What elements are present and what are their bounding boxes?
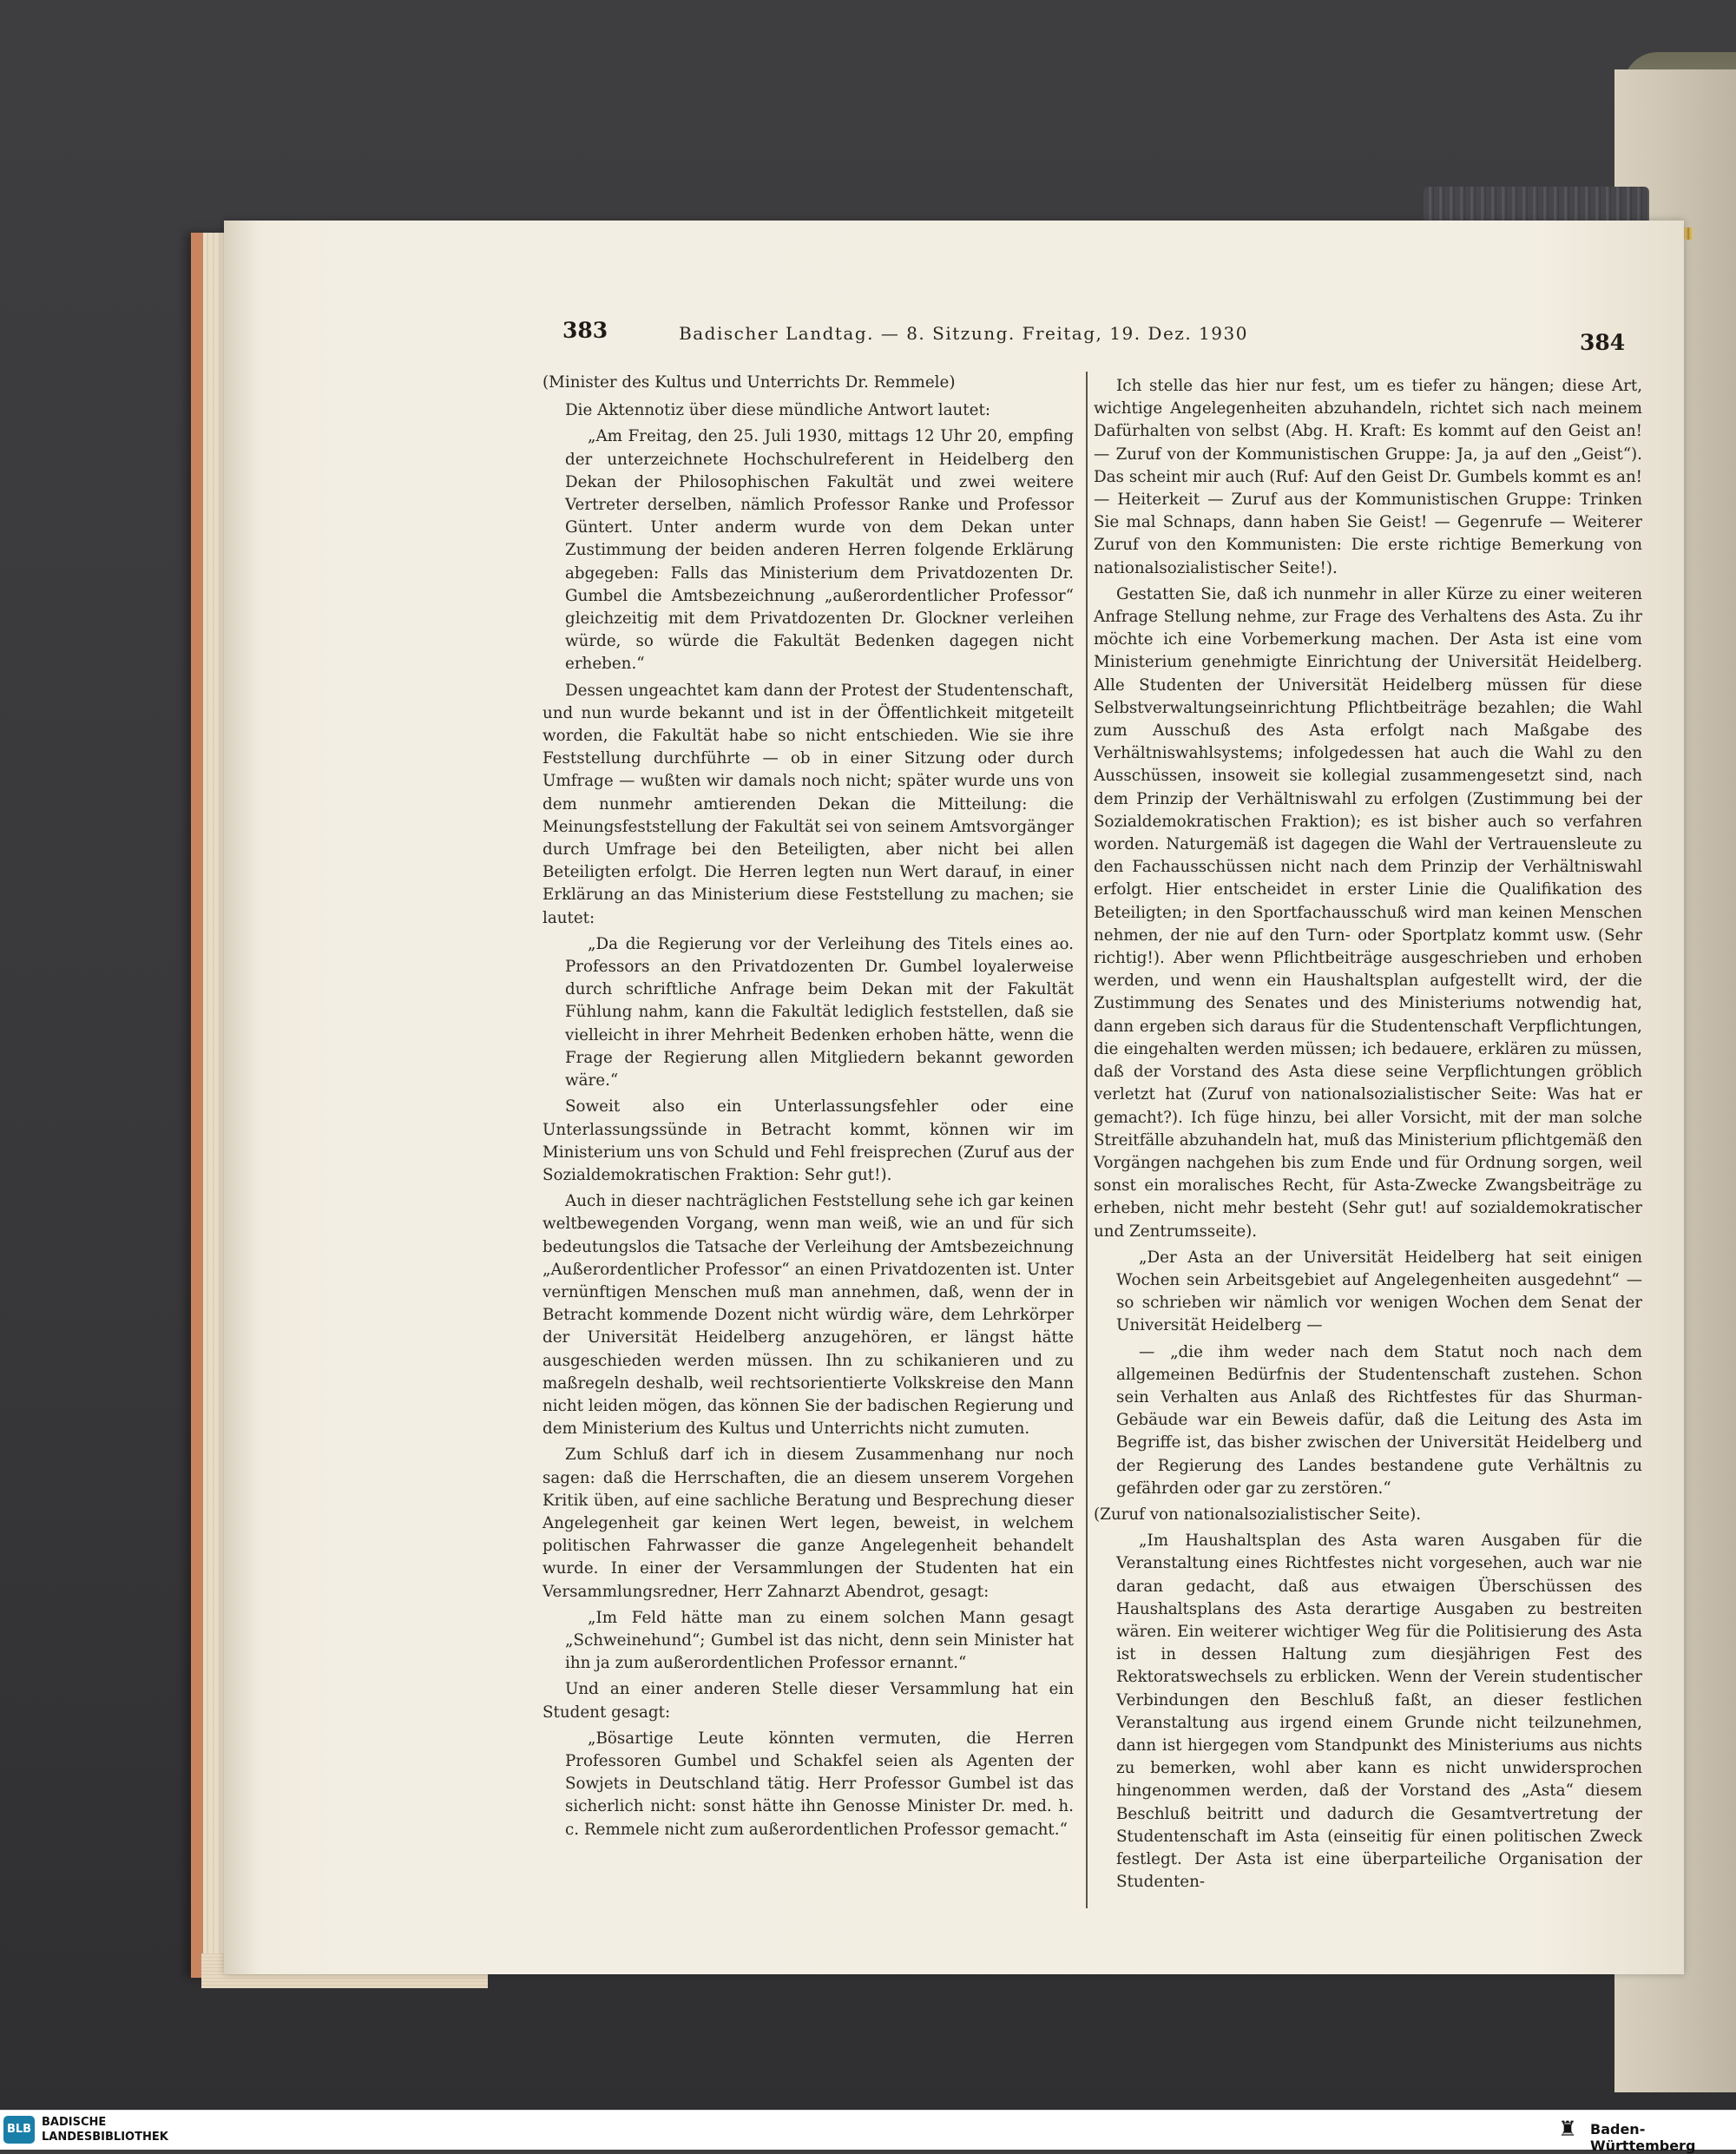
interjection: (Zuruf von nationalsozialistischer Seite). bbox=[1094, 1505, 1422, 1524]
column-divider bbox=[1086, 372, 1088, 1908]
paragraph: Gestatten Sie, daß ich nunmehr in aller Kürze zu einer weiteren Anfrage Stellung nehme, zur Frage des Verhaltens des Asta. Zu ihr möchte ich eine Vorbemerkung machen. Der Asta ist eine vom Ministerium genehmigte Einrichtung der Universität Heidelberg. Alle Studenten der Universität Heidelberg müssen für diese Selbstverwaltungseinrichtung Pflichtbeiträge bezahlen; die Wahl zum Ausschuß des Asta erfolgt nach Maßgabe des Verhältniswahlsystems; infolgedessen hat auch die Wahl zu den Ausschüssen, insoweit sie kollegial zusammengesetzt sind, nach dem Prinzip der Verhältniswahl zu erfolgen (Zustimmung bei der Sozialdemokratischen Fraktion); es ist bisher auch so verfahren worden. Naturgemäß ist dagegen die Wahl der Vertrauensleute zu den Fachausschüssen nicht nach dem Prinzip der Verhältniswahl erfolgt. Hier entscheidet in erster Linie die Qualifikation des Beteiligten; in den Sportfachausschuß wird man keinen Menschen nehmen, der nie auf den Turn- oder Sportplatz kommt usw. (Sehr richtig!). Aber wenn Pflichtbeiträge ausgeschrieben und erhoben werden, und wenn ein Haushaltsplan aufgestellt wird, der die Zustimmung des Senates und des Ministeriums notwendig hat, dann ergeben sich daraus für die Studentenschaft Verpflichtungen, die eingehalten werden müssen; ich bedauere, erklären zu müssen, daß der Vorstand des Asta diese seine Verpflichtungen gröblich verletzt hat (Zuruf von nationalsozialistischer Seite: Was hat er gemacht?). Ich füge hinzu, bei aller Vorsicht, mit der man solche Streitfälle abzuhandeln hat, muß das Ministerium pflichtgemäß den Vorgängen nachgehen bis zum Ende und für Ordnung sorgen, weil sonst ein moralisches Recht, für Asta-Zwecke Zwangsbeiträge zu erheben, nicht mehr besteht (Sehr gut! auf sozialdemokratischer und Zentrumsseite). bbox=[1094, 584, 1642, 1241]
library-name-line1: BADISCHE bbox=[42, 2116, 107, 2129]
speaker-line: (Minister des Kultus und Unterrichts Dr. Remmele) bbox=[542, 373, 956, 392]
paragraph: Ich stelle das hier nur fest, um es tiefer zu hängen; diese Art, wichtige Angelegenheiten abzuhandeln, richtet sich nach meinem Dafürhalten von selbst (Abg. H. Kraft: Es kommt auf den Geist an! — Zuruf von der Kommunistischen Gruppe: Ja, ja auf den „Geist“). Das scheint mir auch (Ruf: Auf den Geist Dr. Gumbels kommt es an! — Heiterkeit — Zuruf aus der Kommunistischen Gruppe: Trinken Sie mal Schnaps, dann haben Sie Geist! — Gegenrufe — Weiterer Zuruf von den Kommunisten: Die erste richtige Bemerkung von nationalsozialistischer Seite!). bbox=[1094, 377, 1642, 577]
quotation: „Der Asta an der Universität Heidelberg hat seit einigen Wochen sein Arbeitsgebiet auf Angelegenheiten ausgedehnt“ — so schrieben wir nämlich vor wenigen Wochen dem Senat der Universität Heidelberg — bbox=[1116, 1248, 1642, 1335]
page-gutter-shadow bbox=[224, 221, 259, 1974]
quotation: „Bösartige Leute könnten vermuten, die Herren Professoren Gumbel und Schakfel seien als Agenten der Sowjets in Deutschland tätig. Herr Professor Gumbel ist das sicherlich nicht: sonst hätte ihn Genosse Minister Dr. med. h. c. Remmele nicht zum außerordentlichen Professor gemacht.“ bbox=[565, 1729, 1074, 1839]
quotation: „Im Feld hätte man zu einem solchen Mann gesagt „Schweinehund“; Gumbel ist das nicht, denn sein Minister hat ihn ja zum außerordentlichen Professor ernannt.“ bbox=[565, 1608, 1074, 1673]
quotation: „Am Freitag, den 25. Juli 1930, mittags 12 Uhr 20, empfing der unterzeichnete Hochschulreferent in Heidelberg den Dekan der Philosophischen Fakultät und zwei weitere Vertreter derselben, nämlich Professor Ranke und Professor Güntert. Unter anderm wurde von dem Dekan unter Zustimmung der beiden anderen Herren folgende Erklärung abgegeben: Falls das Ministerium dem Privatdozenten Dr. Gumbel die Amtsbezeichnung „außerordentlicher Professor“ gleichzeitig mit dem Privatdozenten Dr. Glockner verleihen würde, so würde die Fakultät Bedenken dagegen nicht erheben.“ bbox=[565, 427, 1074, 674]
paragraph: Und an einer anderen Stelle dieser Versammlung hat ein Student gesagt: bbox=[542, 1680, 1074, 1722]
footer-bar bbox=[0, 2110, 1736, 2150]
page-number-left: 383 bbox=[562, 318, 608, 343]
paragraph: Die Aktennotiz über diese mündliche Antwort lautet: bbox=[565, 401, 990, 420]
quotation: „Da die Regierung vor der Verleihung des Titels eines ao. Professors an den Privatdozenten Dr. Gumbel loyalerweise durch schriftliche Anfrage beim Dekan mit der Fakultät Fühlung nahm, kann die Fakultät lediglich feststellen, daß sie vielleicht in ihrer Mehrheit Bedenken erhoben hätte, wenn die Frage der Regierung allen Mitgliedern bekannt geworden wäre.“ bbox=[565, 934, 1074, 1090]
library-name[interactable] bbox=[42, 2115, 168, 2144]
page-number-right: 384 bbox=[1580, 330, 1626, 355]
library-name-line2: LANDESBIBLIOTHEK bbox=[42, 2131, 168, 2144]
paragraph: Auch in dieser nachträglichen Feststellung sehe ich gar keinen weltbewegenden Vorgang, wenn man weiß, wie an und für sich bedeutungslos die Tatsache der Verleihung der Amtsbezeichnung „Außerordentlicher Professor“ an einen Privatdozenten ist. Unter vernünftigen Menschen muß man annehmen, daß, wenn der in Betracht kommende Dozent nicht würdig wäre, dem Lehrkörper der Universität Heidelberg anzugehören, er längst hätte ausgeschieden werden müssen. Ihn zu schikanieren und zu maßregeln deshalb, weil rechtsorientierte Volkskreise den Mann nicht leiden mögen, das können Sie der badischen Regierung und dem Ministerium des Kultus und Unterrichts nicht zumuten. bbox=[542, 1192, 1074, 1439]
quotation: — „die ihm weder nach dem Statut noch nach dem allgemeinen Bedürfnis der Studentenschaft zustehen. Schon sein Verhalten aus Anlaß des Richtfestes für das Shurman-Gebäude war ein Beweis dafür, daß die Leitung des Asta im Begriffe ist, das bisher zwischen der Universität Heidelberg und der Regierung des Landes bestandene gute Verhältnis zu gefährden oder gar zu zerstören.“ bbox=[1116, 1342, 1642, 1498]
text-column-left bbox=[542, 372, 1074, 1845]
text-column-right bbox=[1094, 375, 1642, 1897]
paragraph: Zum Schluß darf ich in diesem Zusammenhang nur noch sagen: daß die Herrschaften, die an diesem unserem Vorgehen Kritik üben, auf eine sachliche Beratung und Besprechung dieser Angelegenheit gar keinen Wert legen, beweist, in welchem politischen Fahrwasser die ganze Angelegenheit behandelt wurde. In einer der Versammlungen der Studenten hat ein Versammlungsredner, Herr Zahnarzt Abendrot, gesagt: bbox=[542, 1446, 1074, 1601]
lions-crest-icon: ♜ bbox=[1558, 2117, 1577, 2141]
running-head: Badischer Landtag. — 8. Sitzung. Freitag, 19. Dez. 1930 bbox=[679, 323, 1248, 344]
paragraph: Dessen ungeachtet kam dann der Protest der Studentenschaft, und nun wurde bekannt und ist in der Öffentlichkeit mitgeteilt worden, die Fakultät habe so nicht entschieden. Wie sie ihre Feststellung durchführte — ob in einer Sitzung oder durch Umfrage — wußten wir damals noch nicht; später wurde uns von dem nunmehr amtierenden Dekan die Mitteilung: die Meinungsfeststellung der Fakultät sei von seinem Amtsvorgänger durch Umfrage bei den Beteiligten, aber nicht bei allen Beteiligten erfolgt. Die Herren legten nun Wert darauf, in einer Erklärung an das Ministerium diese Feststellung zu machen; sie lautet: bbox=[542, 681, 1074, 927]
quotation: „Im Haushaltsplan des Asta waren Ausgaben für die Veranstaltung eines Richtfestes nicht vorgesehen, auch war nie daran gedacht, daß aus etwaigen Überschüssen des Haushaltsplans des Asta derartige Ausgaben zu bestreiten wären. Ein weiterer wichtiger Weg für die Politisierung des Asta ist in dessen Haltung zum diesjährigen Fest des Rektoratswechsels zu erblicken. Wenn der Verein studentischer Verbindungen den Beschluß faßt, an dieser festlichen Veranstaltung aus irgend einem Grunde nicht teilzunehmen, dann ist hiergegen vom Standpunkt des Ministeriums aus nichts zu bemerken, wohl aber kann es nicht unwidersprochen hingenommen werden, daß der Vorstand des „Asta“ diesem Beschluß beitritt und dadurch die Gesamtvertretung der Studentenschaft im Asta (einseitig für einen politischen Zweck festlegt. Der Asta ist eine überparteiliche Organisation der Studenten- bbox=[1116, 1532, 1642, 1892]
blb-logo[interactable]: BLB bbox=[3, 2116, 35, 2144]
state-name[interactable]: Baden-Württemberg bbox=[1590, 2121, 1696, 2154]
paragraph: Soweit also ein Unterlassungsfehler oder eine Unterlassungssünde in Betracht kommt, können wir im Ministerium uns von Schuld und Fehl freisprechen (Zuruf aus der Sozialdemokratischen Fraktion: Sehr gut!). bbox=[542, 1097, 1074, 1184]
